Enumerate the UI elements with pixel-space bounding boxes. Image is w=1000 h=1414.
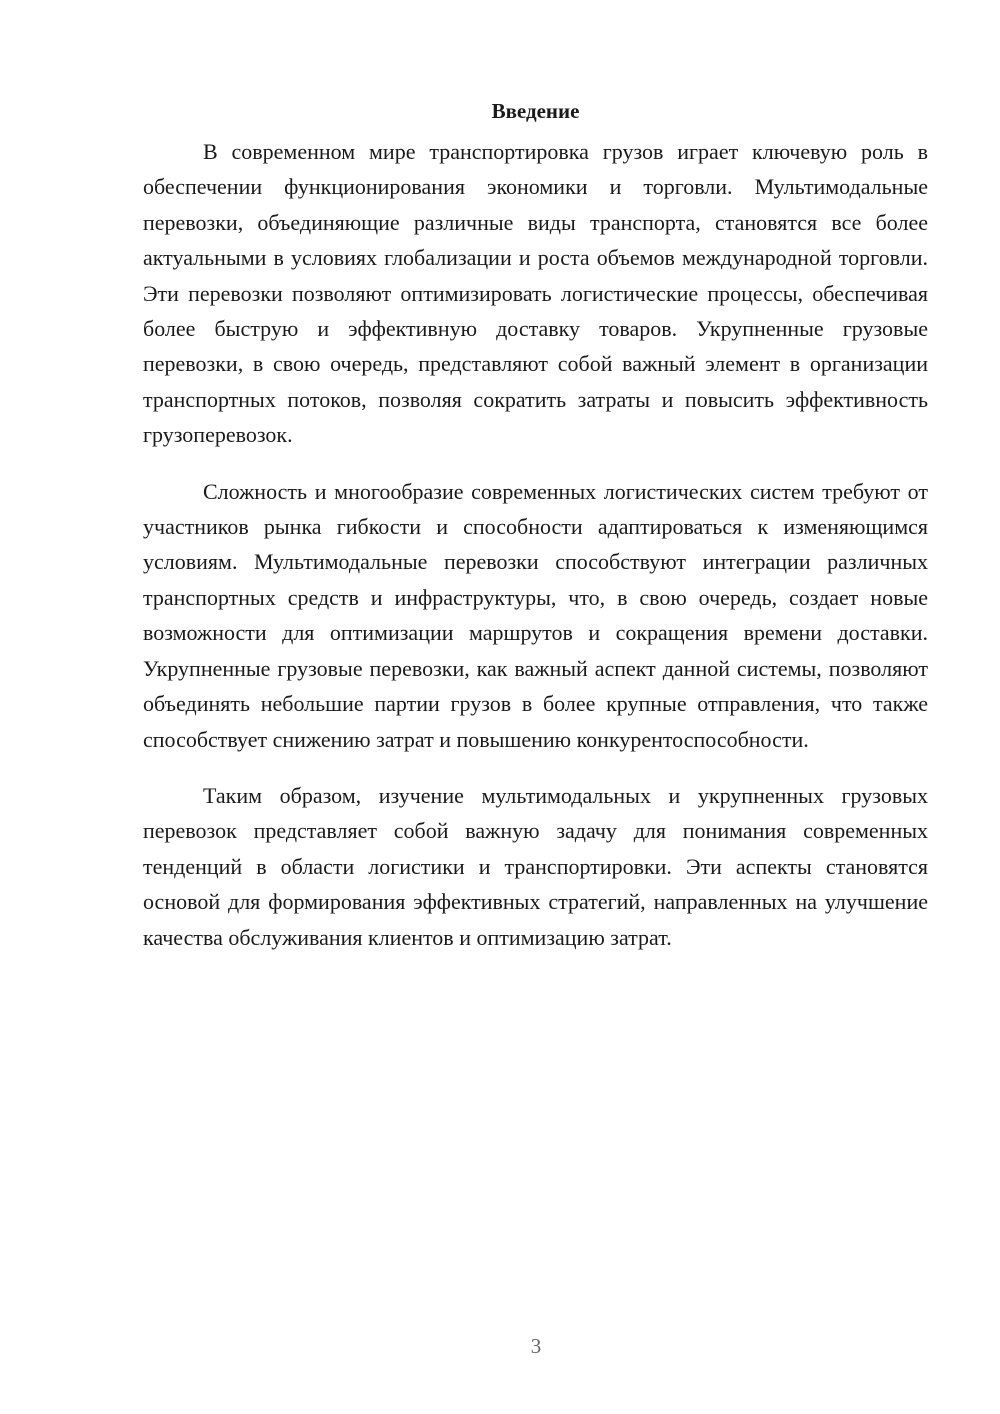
section-title: Введение	[491, 99, 580, 123]
paragraph-2: Сложность и многообразие современных логистических систем требуют от участников рынка гибкости и способности адаптироваться к изменяющимся условиям. Мультимодальные перевозки способствуют интеграции различных транспортных средств и инфраструктуры, что, в свою очередь, создает новые возможности для оптимизации маршрутов и сокращения времени доставки. Укрупненные грузовые перевозки, как важный аспект данной системы, позволяют объединять небольшие партии грузов в более крупные отправления, что также способствует снижению затрат и повышению конкурентоспособности.	[143, 478, 928, 752]
page-number: 3	[530, 1334, 542, 1358]
paragraph-3: Таким образом, изучение мультимодальных и укрупненных грузовых перевозок представляет собой важную задачу для понимания современных тенденций в области логистики и транспортировки. Эти аспекты становятся основой для формирования эффективных стратегий, направленных на улучшение качества обслуживания клиентов и оптимизацию затрат.	[143, 782, 928, 950]
page-content	[143, 96, 928, 976]
paragraph-1: В современном мире транспортировка грузов играет ключевую роль в обеспечении функционирования экономики и торговли. Мультимодальные перевозки, объединяющие различные виды транспорта, становятся все более актуальными в условиях глобализации и роста объемов международной торговли. Эти перевозки позволяют оптимизировать логистические процессы, обеспечивая более быструю и эффективную доставку товаров. Укрупненные грузовые перевозки, в свою очередь, представляют собой важный элемент в организации транспортных потоков, позволяя сократить затраты и повысить эффективность грузоперевозок.	[143, 139, 928, 448]
